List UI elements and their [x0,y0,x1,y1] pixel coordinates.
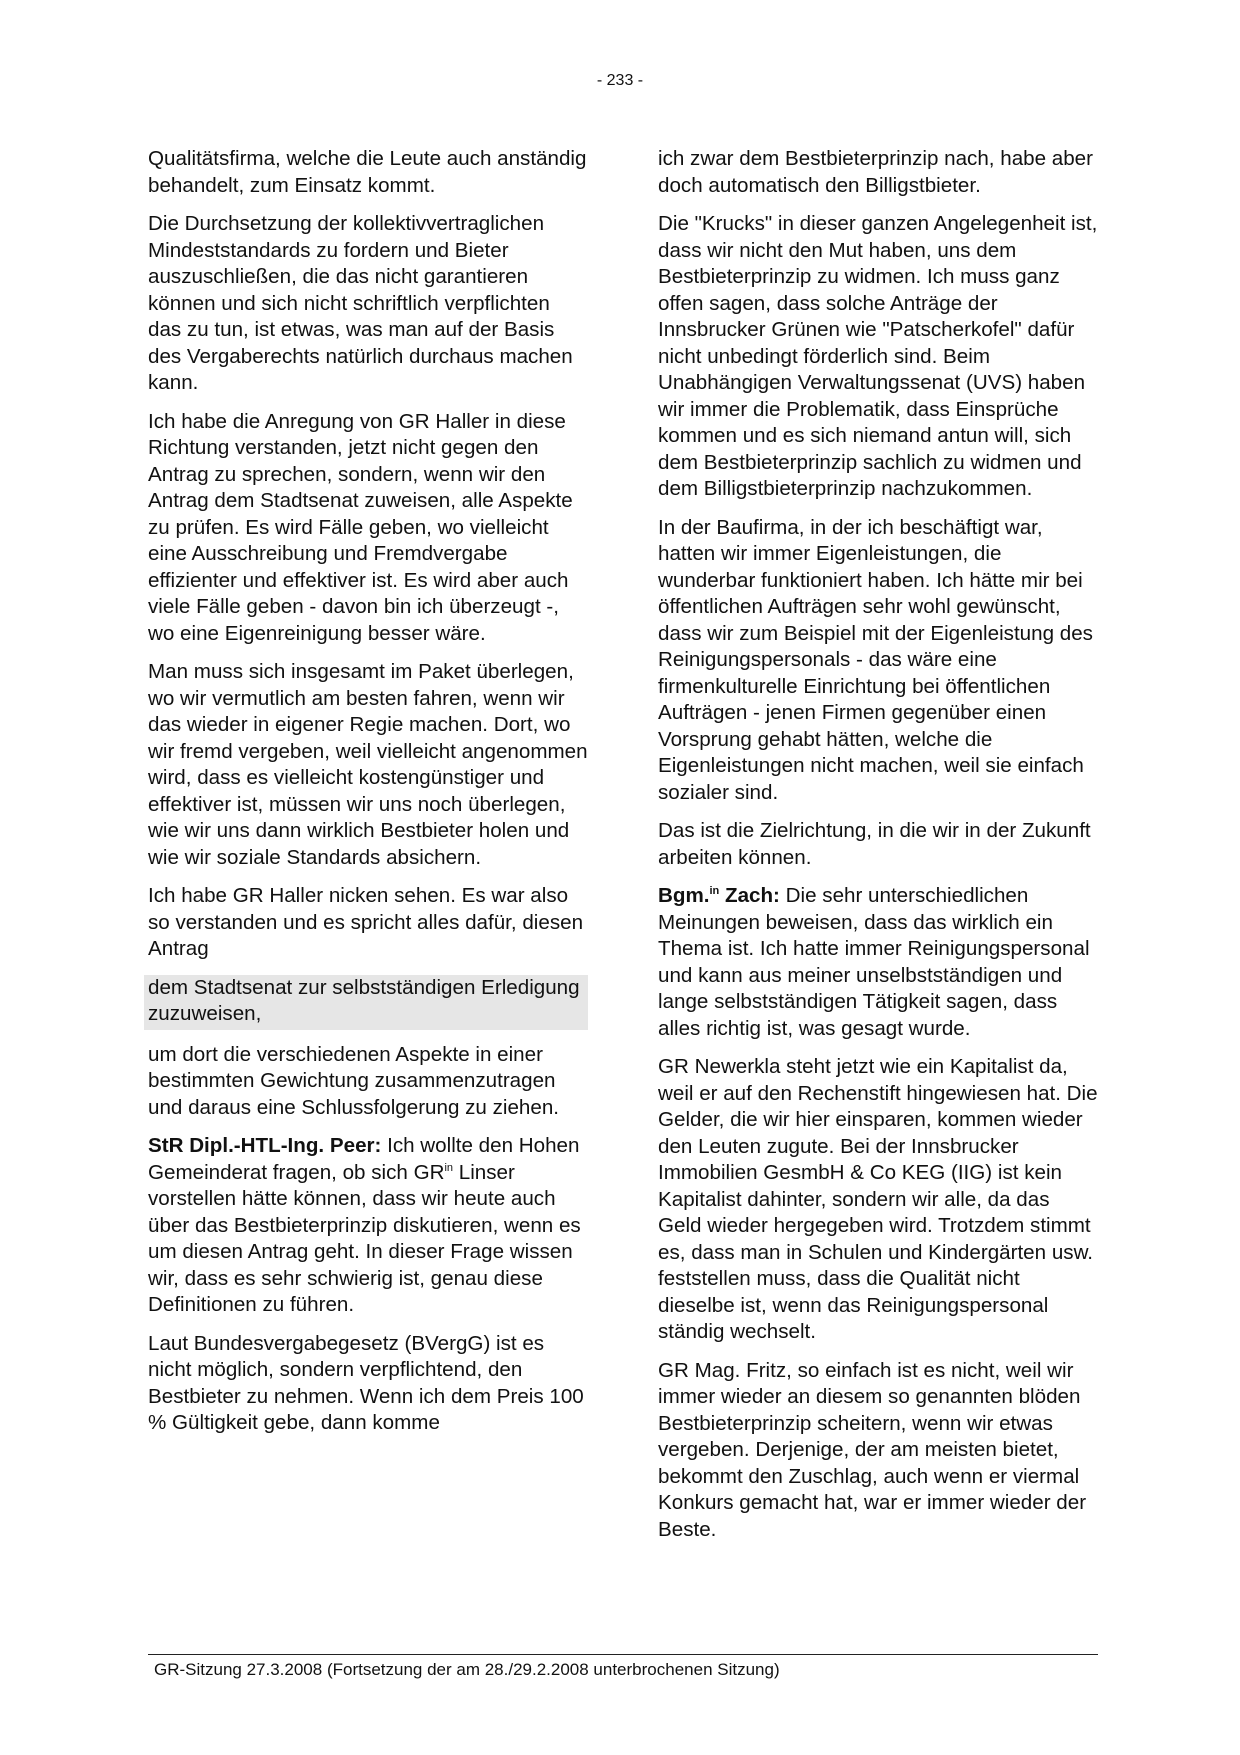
paragraph: Die Durchsetzung der kollektivvertraglichen Mindeststandards zu fordern und Bieter auszuschließen, die das nicht garantieren können und sich nicht schriftlich verpflichten das zu tun, ist etwas, was man auf der Basis des Vergaberechts natürlich durchaus machen kann. [148,212,573,394]
paragraph: GR Newerkla steht jetzt wie ein Kapitalist da, weil er auf den Rechenstift hingewiesen hat. Die Gelder, die wir hier einsparen, kommen wieder den Leuten zugute. Bei der Innsbrucker Immobilien GesmbH & Co KEG (IIG) ist kein Kapitalist dahinter, sondern wir alle, da das Geld wieder hergegeben wird. Trotzdem stimmt es, dass man in Schulen und Kindergärten usw. feststellen muss, dass die Qualität nicht dieselbe ist, wenn das Reinigungspersonal ständig wechselt. [658,1055,1098,1343]
paragraph: Qualitätsfirma, welche die Leute auch anständig behandelt, zum Einsatz kommt. [148,147,587,197]
speech-text: Linser vorstellen hätte können, dass wir heute auch über das Bestbieterprinzip diskutieren, wenn es um diesen Antrag geht. In dieser Frage wissen wir, dass es sehr schwierig ist, genau diese Definitionen zu führen. [148,1160,581,1316]
paragraph: In der Baufirma, in der ich beschäftigt war, hatten wir immer Eigenleistungen, die wunderbar funktioniert haben. Ich hätte mir bei öffentlichen Aufträgen sehr wohl gewünscht, dass wir zum Beispiel mit der Eigenleistung des Reinigungspersonals - das wäre eine firmenkulturelle Einrichtung bei öffentlichen Aufträgen - jenen Firmen gegenüber einen Vorsprung gehabt hätten, welche die Eigenleistungen nicht machen, weil sie einfach sozialer sind. [658,515,1093,804]
speaker-surname: Zach: [719,884,780,907]
footer: GR-Sitzung 27.3.2008 (Fortsetzung der am 28./29.2.2008 unterbrochenen Sitzung) [154,1660,780,1679]
superscript: in [709,885,720,898]
paragraph: Ich habe GR Haller nicken sehen. Es war also so verstanden und es spricht alles dafür, diesen Antrag [148,884,584,960]
motion-highlight: dem Stadtsenat zur selbstständigen Erledigung zuzuweisen, [144,975,588,1030]
speech-text: Ich wollte den Hohen Gemeinderat fragen, ob sich GR [148,1134,580,1184]
superscript: in [444,1161,454,1174]
speech-text: Die sehr unterschiedlichen Meinungen beweisen, dass das wirklich ein Thema ist. Ich hatte immer Reinigungspersonal und kann aus meiner unselbstständigen und lange selbstständigen Tätigkeit sagen, dass alles richtig ist, was gesagt wurde. [658,884,1090,1040]
paragraph: Ich habe die Anregung von GR Haller in diese Richtung verstanden, jetzt nicht gegen den Antrag zu sprechen, sondern, wenn wir den Antrag dem Stadtsenat zuweisen, alle Aspekte zu prüfen. Es wird Fälle geben, wo vielleicht eine Ausschreibung und Fremdvergabe effizienter und effektiver ist. Es wird aber auch viele Fälle geben - davon bin ich überzeugt -, wo eine Eigenreinigung besser wäre. [148,409,573,645]
speaker-title: Bgm. [658,884,710,907]
page-number: - 233 - [596,72,644,89]
speaker-paragraph [148,1133,588,1319]
right-column [658,146,1098,1555]
speaker-name: StR Dipl.-HTL-Ing. Peer: [148,1134,382,1157]
speaker-paragraph [658,883,1098,1042]
left-column [148,146,588,1449]
paragraph: Man muss sich insgesamt im Paket überlegen, wo wir vermutlich am besten fahren, wenn wir das wieder in eigener Regie machen. Dort, wo wir fremd vergeben, weil vielleicht angenommen wird, dass es vielleicht kostengünstiger und effektiver ist, müssen wir uns noch überlegen, wie wir uns dann wirklich Bestbieter holen und wie wir soziale Standards absichern. [148,660,588,869]
footer-divider [148,1654,1098,1655]
paragraph: Laut Bundesvergabegesetz (BVergG) ist es nicht möglich, sondern verpflichtend, den Bestbieter zu nehmen. Wenn ich dem Preis 100 % Gültigkeit gebe, dann komme [148,1331,584,1434]
paragraph: um dort die verschiedenen Aspekte in einer bestimmten Gewichtung zusammenzutragen und daraus eine Schlussfolgerung zu ziehen. [148,1042,560,1119]
paragraph: GR Mag. Fritz, so einfach ist es nicht, weil wir immer wieder an diesem so genannten blöden Bestbieterprinzip scheitern, wenn wir etwas vergeben. Derjenige, der am meisten bietet, bekommt den Zuschlag, auch wenn er viermal Konkurs gemacht hat, war er immer wieder der Beste. [658,1358,1087,1541]
paragraph: ich zwar dem Bestbieterprinzip nach, habe aber doch automatisch den Billigstbieter. [658,147,1093,197]
paragraph: Das ist die Zielrichtung, in die wir in der Zukunft arbeiten können. [658,819,1091,869]
speaker-name [658,884,780,907]
paragraph: Die "Krucks" in dieser ganzen Angelegenheit ist, dass wir nicht den Mut haben, uns dem Bestbieterprinzip zu widmen. Ich muss ganz offen sagen, dass solche Anträge der Innsbrucker Grünen wie "Patscherkofel" dafür nicht unbedingt förderlich sind. Beim Unabhängigen Verwaltungssenat (UVS) haben wir immer die Problematik, dass Einsprüche kommen und es sich niemand antun will, sich dem Bestbieterprinzip sachlich zu widmen und dem Billigstbieterprinzip nachzukommen. [658,212,1098,500]
